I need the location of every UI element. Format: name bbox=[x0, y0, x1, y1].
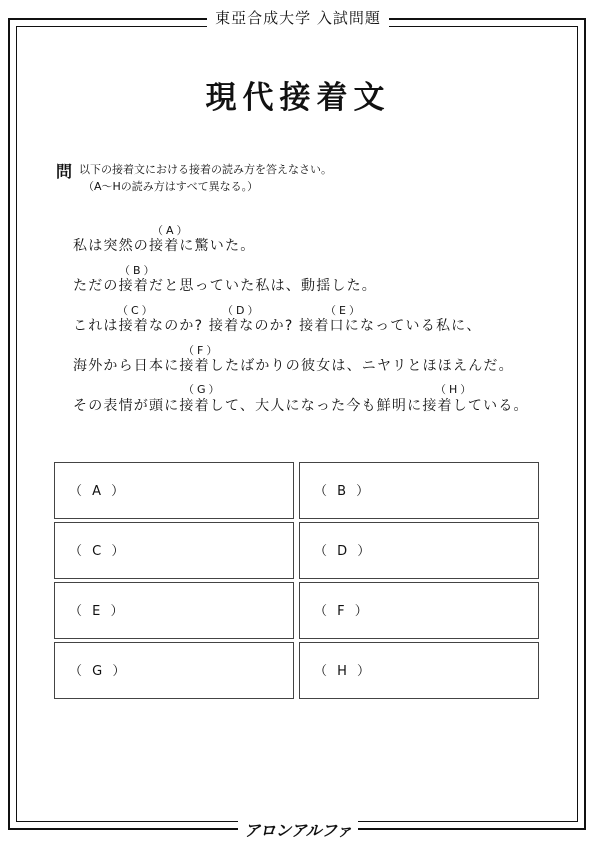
sentence-2: ただの接着だと思っていた私は、動揺した。 bbox=[73, 278, 377, 294]
ruby-h: （H） bbox=[435, 383, 475, 396]
sentence-5: その表情が頭に接着して、大人になった今も鮮明に接着している。 bbox=[73, 398, 529, 414]
answer-box-c[interactable]: （ C ） bbox=[54, 522, 294, 579]
ruby-g: （G） bbox=[183, 383, 223, 396]
exam-header-label: 東亞合成大学 入試問題 bbox=[207, 9, 389, 27]
ruby-a: （A） bbox=[152, 224, 191, 237]
answer-box-e[interactable]: （ E ） bbox=[54, 582, 294, 639]
ruby-c: （C） bbox=[117, 304, 156, 317]
sentence-1: 私は突然の接着に驚いた。 bbox=[73, 238, 256, 254]
question-mark: 問 bbox=[56, 162, 73, 181]
answer-box-g[interactable]: （ G ） bbox=[54, 642, 294, 699]
ruby-b: （B） bbox=[119, 264, 158, 277]
sentence-3: これは接着なのか? 接着なのか? 接着口になっている私に、 bbox=[73, 318, 482, 334]
ruby-f: （F） bbox=[183, 344, 221, 357]
inner-frame bbox=[16, 26, 578, 822]
exam-header bbox=[0, 9, 596, 27]
footer-logo bbox=[0, 818, 596, 841]
question-note: （A～Hの読み方はすべて異なる。） bbox=[83, 180, 259, 193]
answer-box-b[interactable]: （ B ） bbox=[299, 462, 539, 519]
answer-box-a[interactable]: （ A ） bbox=[54, 462, 294, 519]
ruby-d: （D） bbox=[222, 304, 262, 317]
question-instruction: 以下の接着文における接着の読み方を答えなさい。 bbox=[79, 163, 332, 176]
answer-box-h[interactable]: （ H ） bbox=[299, 642, 539, 699]
sentence-4: 海外から日本に接着したばかりの彼女は、ニヤリとほほえんだ。 bbox=[73, 358, 514, 374]
answer-box-f[interactable]: （ F ） bbox=[299, 582, 539, 639]
footer-logo-text: アロンアルファ bbox=[238, 821, 358, 840]
ruby-e: （E） bbox=[325, 304, 363, 317]
answer-box-d[interactable]: （ D ） bbox=[299, 522, 539, 579]
page-title: 現代接着文 bbox=[205, 80, 391, 116]
